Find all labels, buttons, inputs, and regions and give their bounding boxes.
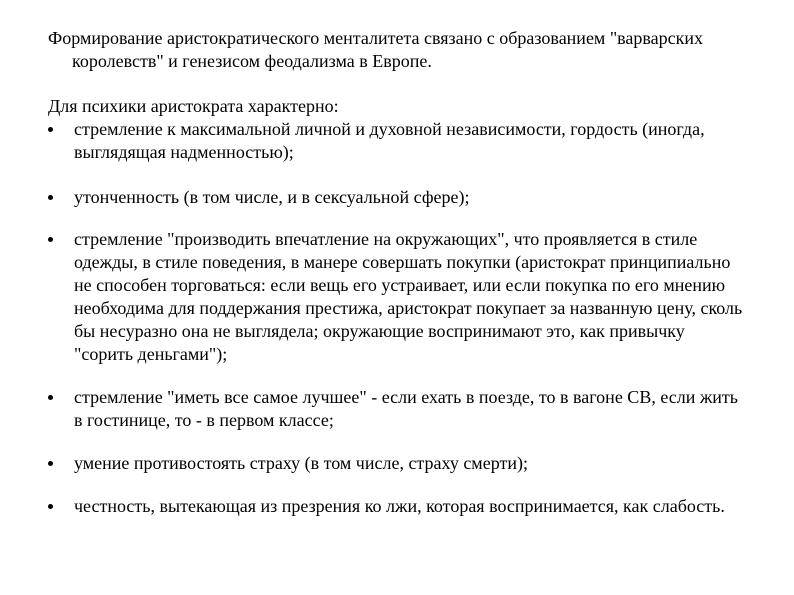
bullet-icon [48,461,53,466]
bullet-icon [48,127,53,132]
characteristics-list [48,118,748,518]
list-item [48,386,748,432]
list-item [48,452,748,475]
list-item [48,118,748,164]
list-item [48,228,748,366]
list-lead: Для психики аристократа характерно: [48,96,339,116]
bullet-icon [48,195,53,200]
list-item-text: умение противостоять страху (в том числе, страху смерти); [74,453,528,473]
bullet-icon [48,395,53,400]
list-item-text: честность, вытекающая из презрения ко лжи, которая воспринимается, как слабость. [74,496,725,516]
list-item-text: стремление "иметь все самое лучшее" - если ехать в поезде, то в вагоне СВ, если жить в гостинице, то - в первом классе; [74,387,739,430]
bullet-icon [48,504,53,509]
list-item-text: стремление к максимальной личной и духовной независимости, гордость (иногда, выглядящая надменностью); [74,119,705,162]
bullet-icon [48,237,53,242]
list-item-text: утонченность (в том числе, и в сексуальной сфере); [74,187,470,207]
intro-paragraph: Формирование аристократического менталитета связано с образованием "варварских королевств" и генезисом феодализма в Европе. [48,28,704,71]
list-item-text: стремление "производить впечатление на окружающих", что проявляется в стиле одежды, в стиле поведения, в манере совершать покупки (аристократ принципиально не способен торговаться: если вещь его устраивает, или если покупка по его мнению необходима для поддержания престижа, аристократ покупает за названную цену, сколь бы несуразно она не выглядела; окружающие воспринимают это, как привычку "сорить деньгами"); [74,229,743,364]
list-item [48,186,748,209]
list-item [48,495,748,518]
